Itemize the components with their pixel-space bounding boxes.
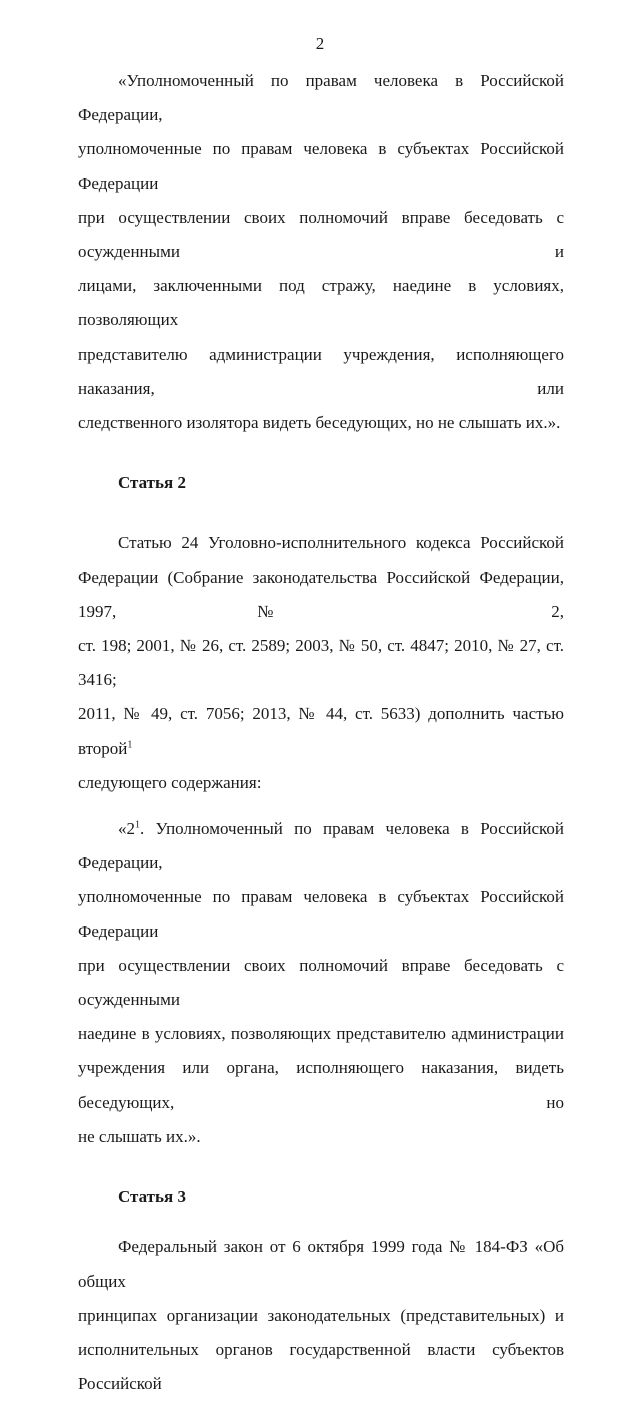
article-heading-2: Статья 2 bbox=[118, 473, 186, 493]
paragraph-article-3 bbox=[78, 1230, 564, 1401]
superscript: 1 bbox=[135, 819, 140, 831]
document-body bbox=[78, 64, 564, 1401]
text-line: Статью 24 Уголовно-исполнительного кодекса Российской bbox=[118, 533, 564, 553]
text-line: Федеральный закон от 6 октября 1999 года № 184-ФЗ «Об общих bbox=[78, 1237, 564, 1291]
text-line: при осуществлении своих полномочий вправе беседовать с осужденными и bbox=[78, 207, 564, 262]
paragraph-quote-2 bbox=[78, 812, 564, 1154]
text-line: ст. 198; 2001, № 26, ст. 2589; 2003, № 50, ст. 4847; 2010, № 27, ст. 3416; bbox=[78, 636, 564, 690]
article-heading-3: Статья 3 bbox=[118, 1187, 186, 1207]
paragraph-article-2 bbox=[78, 526, 564, 800]
text-line: следующего содержания: bbox=[78, 772, 262, 792]
text-line: не слышать их.». bbox=[78, 1126, 201, 1146]
text-line: уполномоченные по правам человека в субъектах Российской Федерации bbox=[78, 139, 564, 193]
superscript: 1 bbox=[127, 739, 133, 750]
text-span: 2011, № 49, ст. 7056; 2013, № 44, ст. 5633) дополнить частью второй bbox=[78, 704, 564, 758]
text-line: лицами, заключенными под стражу, наедине в условиях, позволяющих bbox=[78, 276, 564, 330]
page-number: 2 bbox=[315, 34, 325, 53]
text-line: уполномоченные по правам человека в субъектах Российской Федерации bbox=[78, 887, 564, 941]
text-line: принципах организации законодательных (представительных) и bbox=[78, 1305, 564, 1325]
text-line: представителю администрации учреждения, исполняющего наказания, или bbox=[78, 344, 564, 398]
text-line: «Уполномоченный по правам человека в Российской Федерации, bbox=[78, 71, 564, 125]
text-line: наедине в условиях, позволяющих представителю администрации bbox=[78, 1024, 564, 1044]
text-line: учреждения или органа, исполняющего наказания, видеть беседующих, но bbox=[78, 1058, 564, 1112]
text-line: следственного изолятора видеть беседующих, но не слышать их.». bbox=[78, 413, 561, 433]
text-line bbox=[78, 697, 564, 765]
text-line bbox=[78, 812, 564, 880]
text-line: Федерации (Собрание законодательства Российской Федерации, 1997, № 2, bbox=[78, 567, 564, 621]
text-line: исполнительных органов государственной власти субъектов Российской bbox=[78, 1339, 564, 1394]
paragraph-quote-1 bbox=[78, 64, 564, 440]
text-span: . Уполномоченный по правам человека в Российской Федерации, bbox=[78, 819, 564, 873]
text-line: при осуществлении своих полномочий вправе беседовать с осужденными bbox=[78, 955, 564, 1010]
text-span: «2 bbox=[118, 819, 135, 839]
